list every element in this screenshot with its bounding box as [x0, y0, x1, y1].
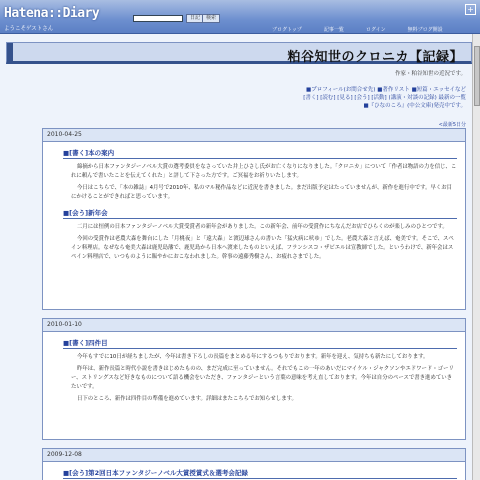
- plus-icon[interactable]: +: [465, 4, 476, 15]
- day-date[interactable]: 2010-04-25: [43, 129, 465, 142]
- paragraph: 今日はこちらで、「本の雑誌」4月号で2010年、私のマル秘作品などに近況を書きました。まだ出版予定はたっていませんが、新作を進行中です。早くお目にかけることができればと思っています。: [71, 185, 453, 200]
- paragraph: 今回の受賞作は老農大森を舞台にした「月桃夜」と「遠大森」と渡辺球さんの書いた「猛火病に吠ゆ」でした。老農大森と言えば、奄美です。そこで、スペイン料理店。なぜなら奄美大森は鹿児島藩で、鹿児島から日本へ渡来したものといえば、フランシスコ・ザビエルは宣教師でした。というわけで、新年会はスペイン料理店で、いつものように賑やかにおこなわれました。幹事の遠藤秀樹さん、お疲れさまでした。: [71, 236, 454, 260]
- cat-see-link[interactable]: [見る]: [337, 95, 353, 101]
- link-row-2: [303, 94, 466, 102]
- diary-title-bar: [6, 42, 472, 64]
- day-entry: [42, 128, 466, 310]
- day-date[interactable]: 2010-01-10: [43, 319, 465, 332]
- hatena-diary-logo[interactable]: Hatena::Diary: [4, 6, 100, 21]
- nav-blog-top[interactable]: ブログトップ: [272, 27, 302, 33]
- entry-section: [63, 148, 457, 202]
- vertical-scrollbar[interactable]: [472, 34, 480, 480]
- title-stripe: [7, 43, 13, 61]
- profile-link[interactable]: ■プロフィール(お問合せ先): [306, 87, 376, 93]
- entry-section: [63, 208, 457, 262]
- nav-article-list[interactable]: 記事一覧: [323, 27, 344, 33]
- paragraph: 昨年は、新作長篇と時代小説を書きはじめたものの、まだ完成に至っていません。それでもこの一年のあいだにマイケル・ジャクソンやエドワード・ゴーリー、ストリングスなど好きなものについて語る機会をいただき、ファンタジーという言葉の意味を考え直しております。今年は自分のペースで書き進めていきたいです。: [71, 366, 454, 390]
- latest-list-link[interactable]: 最新の一覧: [438, 95, 466, 101]
- link-row-1: [306, 86, 466, 94]
- paragraph: 二月には恒例の日本ファンタジーノベル大賞受賞者の新年会がありました。この新年会、前年の受賞作にちなんだお店でひらくのが楽しみのひとつです。: [77, 224, 448, 230]
- essays-link[interactable]: ■短篇・エッセイなど: [411, 87, 466, 93]
- works-link[interactable]: ■著作リスト: [377, 87, 410, 93]
- book-promo-link[interactable]: ■『ひなのころ』(中公文庫)発売中です。: [363, 103, 466, 109]
- lecture-record-link[interactable]: (講演・対談の記録): [388, 95, 437, 101]
- cat-write-link[interactable]: [書く]: [303, 95, 319, 101]
- section-title[interactable]: ■[書く]四件目: [63, 338, 457, 349]
- day-date[interactable]: 2009-12-08: [43, 449, 465, 462]
- diary-description: 作家・粕谷知世の近況です。: [394, 71, 466, 77]
- hatena-topbar: [0, 0, 480, 34]
- entry-section: [63, 468, 457, 479]
- diary-title[interactable]: 粕谷知世のクロニカ【記録】: [287, 50, 463, 65]
- paragraph: 今年もすでに10日が経ちましたが、今年は書き下ろしの長篇をまとめる年にするつもりでおります。新年を迎え、気持ちも新たにしております。: [77, 354, 429, 360]
- day-entry: [42, 448, 466, 480]
- section-title[interactable]: ■[会う]第2回日本ファンタジーノベル大賞授賞式＆選考会記録: [63, 468, 457, 479]
- top-nav: [250, 26, 443, 33]
- cat-read-link[interactable]: [読む]: [320, 95, 336, 101]
- day-entry: [42, 318, 466, 440]
- scrollbar-thumb[interactable]: [474, 46, 480, 106]
- cat-activity-link[interactable]: [活動]: [371, 95, 387, 101]
- paragraph: 日下のところ、新作は四件目の準備を進めています。詳細はまたこちらでお知らせします。: [77, 396, 297, 402]
- entry-section: [63, 338, 457, 404]
- cat-meet-link[interactable]: [会う]: [354, 95, 370, 101]
- nav-create-blog[interactable]: 無料ブログ開設: [407, 27, 443, 33]
- search-input[interactable]: [133, 15, 183, 22]
- section-title[interactable]: ■[書く]本の案内: [63, 148, 457, 159]
- welcome-text: ようこそゲストさん: [4, 26, 54, 32]
- section-title[interactable]: ■[会う]新年会: [63, 208, 457, 219]
- search-diary-button[interactable]: 日記: [186, 14, 204, 23]
- latest-days-link[interactable]: <最新5日分: [438, 122, 466, 128]
- paragraph: 綿摘から日本ファンタジーノベル大賞の選考委員をなさっていた井上ひさし氏がお亡くなりになりました。「クロニカ」について「作者は物語の力を信じ、これに頼んで書いたことを伝えてくれた」と評して下さった方です。ご冥福をお祈りいたします。: [71, 164, 457, 179]
- search-button[interactable]: 検索: [202, 14, 220, 23]
- nav-login[interactable]: ログイン: [365, 27, 386, 33]
